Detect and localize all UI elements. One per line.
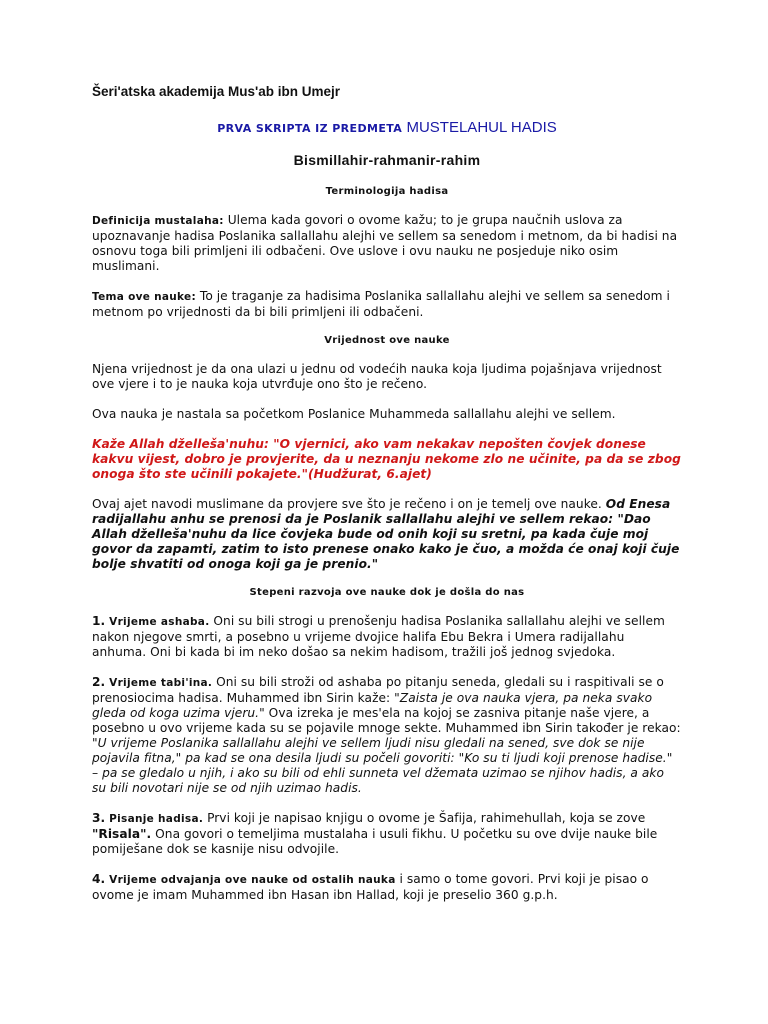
value-p3-plain: Ovaj ajet navodi muslimane da provjere sve što je rečeno i on je temelj ove nauke.: [92, 497, 606, 511]
stage-2-text-1: Oni su bili stroži od ashaba po pitanju seneda, gledali su i raspitivali se o prenosiocima hadisa. Muhammed ibn Sirin kaže:: [92, 675, 664, 705]
stage-3-text-1: Prvi koji je napisao knjigu o ovome je Šafija, rahimehullah, koja se zove: [203, 811, 646, 825]
stage-3-number: 3.: [92, 811, 106, 825]
value-paragraph-1: Njena vrijednost je da ona ulazi u jednu od vodećih nauka koja ljudima pojašnjava vrijednost ove vjere i to je nauka koja utvrđuje ono što je rečeno.: [92, 362, 662, 391]
section-title-stages: Stepeni razvoja ove nauke dok je došla do nas: [249, 587, 525, 598]
bismillah-heading: Bismillahir-rahmanir-rahim: [293, 152, 481, 168]
stage-3-text-2: Ona govori o temeljima mustalaha i usuli fikhu. U početku su ove dvije nauke bile pomiješane dok se kasnije nisu odvojile.: [92, 827, 658, 856]
topic-text: To je traganje za hadisima Poslanika sallallahu alejhi ve sellem sa senedom i metnom po vrijednosti da bi bili primljeni ili odbačeni.: [92, 289, 670, 319]
stage-2-label: Vrijeme tabi'ina.: [109, 677, 213, 689]
definition-paragraph: [92, 213, 682, 274]
stage-4-paragraph: [92, 872, 682, 903]
stage-1-number: 1.: [92, 614, 106, 628]
stage-3-paragraph: [92, 811, 682, 857]
stage-2-paragraph: [92, 675, 682, 796]
definition-text: Ulema kada govori o ovome kažu; to je grupa naučnih uslova za upoznavanje hadisa Poslanika sallallahu alejhi ve sellem sa senedom i metnom, da bi hadisi na osnovu toga bili primljeni ili odbačeni. Ove uslove i ovu nauku ne posjeduje niko osim muslimani.: [92, 213, 678, 273]
stage-2-quote-1: "Zaista je ova nauka vjera, pa neka svako gleda od koga uzima vjeru.": [92, 691, 653, 720]
section-title-value: Vrijednost ove nauke: [324, 335, 450, 346]
school-name: Šeri'atska akademija Mus'ab ibn Umejr: [92, 84, 341, 99]
document-title: [92, 119, 682, 136]
risala-title: "Risala".: [92, 827, 152, 841]
stage-2-text-2: Ova izreka je mes'ela na kojoj se zasniva pitanje naše vjere, a posebno u ovo vrijeme kada su se pojavile mnoge sekte. Muhammed ibn Sirin također je rekao:: [92, 706, 681, 735]
stage-4-text: i samo o tome govori. Prvi koji je pisao o ovome je imam Muhammed ibn Hasan ibn Hallad, koji je preselio 360 g.p.h.: [92, 872, 649, 902]
value-paragraph-2: Ova nauka je nastala sa početkom Poslanice Muhammeda sallallahu alejhi ve sellem.: [92, 407, 616, 421]
stage-1-label: Vrijeme ashaba.: [109, 616, 210, 628]
title-main: MUSTELAHUL HADIS: [406, 119, 557, 136]
value-paragraph-3: [92, 497, 682, 572]
stage-2-number: 2.: [92, 675, 106, 689]
definition-label: Definicija mustalaha:: [92, 215, 224, 227]
stage-2-quote-2: "U vrijeme Poslanika sallallahu alejhi ve sellem ljudi nisu gledali na sened, sve dok se nije pojavila fitna," pa kad se ona desila ljudi su počeli govoriti: "Ko su ti ljudi koji prenose hadise." – pa se gledalo u njih, i ako su bili od ehli sunneta vel džemata uzimao se njihov hadis, a ako su bili novotari nije se od njih uzimao hadis.: [92, 736, 673, 795]
stage-4-number: 4.: [92, 872, 106, 886]
topic-paragraph: [92, 289, 682, 320]
stage-1-paragraph: [92, 614, 682, 660]
document-page: [92, 84, 682, 918]
section-title-terminology: Terminologija hadisa: [325, 186, 449, 197]
stage-3-label: Pisanje hadisa.: [109, 813, 204, 825]
quran-quote: Kaže Allah dželleša'nuhu: "O vjernici, ako vam nekakav nepošten čovjek donese kakvu vijest, dobro je provjerite, da u neznanju nekome zlo ne učinite, pa da se zbog onoga što ste učinili pokajete."(Hudžurat, 6.ajet): [92, 437, 681, 481]
hadith-quote: Od Enesa radijallahu anhu se prenosi da je Poslanik sallallahu alejhi ve sellem rekao: "Dao Allah dželleša'nuhu da lice čovjeka bude od onih koji su sretni, pa kada čuje moj govor da zapamti, zatim to isto prenese onako kako je čuo, a možda će onaj koji čuje bolje shvatiti od onoga koji ga je prenio.": [92, 497, 680, 571]
title-prefix: PRVA SKRIPTA IZ PREDMETA: [217, 122, 403, 135]
stage-1-text: Oni su bili strogi u prenošenju hadisa Poslanika sallallahu alejhi ve sellem nakon njegove smrti, a posebno u vrijeme dvojice halifa Ebu Bekra i Umera radijallahu anhuma. Oni bi kada bi im neko došao sa nekim hadisom, tražili još jednog svjedoka.: [92, 614, 665, 659]
stage-4-label: Vrijeme odvajanja ove nauke od ostalih nauka: [109, 874, 396, 886]
topic-label: Tema ove nauke:: [92, 291, 196, 303]
